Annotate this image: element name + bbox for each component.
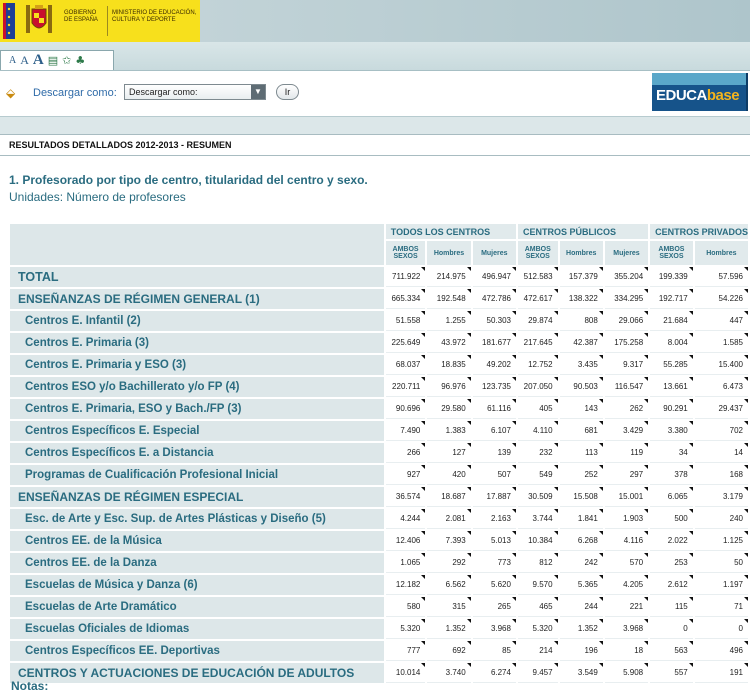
table-cell[interactable]: 123.735 (473, 377, 516, 397)
table-cell[interactable]: 18 (605, 641, 648, 661)
table-cell[interactable]: 9.317 (605, 355, 648, 375)
table-cell[interactable]: 18.835 (427, 355, 470, 375)
table-cell[interactable]: 127 (427, 443, 470, 463)
table-cell[interactable]: 777 (386, 641, 426, 661)
table-cell[interactable]: 217.645 (518, 333, 558, 353)
table-row (10, 663, 748, 683)
table-cell[interactable]: 2.163 (473, 509, 516, 529)
row-label[interactable]: Centros E. Primaria (3) (10, 333, 384, 353)
table-cell[interactable]: 232 (518, 443, 558, 463)
table-row (10, 575, 748, 595)
row-label[interactable]: Centros ESO y/o Bachillerato y/o FP (4) (10, 377, 384, 397)
table-cell[interactable]: 6.065 (650, 487, 693, 507)
table-cell[interactable]: 116.547 (605, 377, 648, 397)
table-cell[interactable]: 378 (650, 465, 693, 485)
star-icon[interactable]: ✩ (62, 54, 72, 67)
table-row (10, 509, 748, 529)
table-cell[interactable]: 253 (650, 553, 693, 573)
table-cell[interactable]: 9.457 (518, 663, 558, 683)
table-cell[interactable]: 3.435 (560, 355, 603, 375)
table-cell[interactable]: 262 (605, 399, 648, 419)
table-cell[interactable]: 29.437 (695, 399, 748, 419)
font-size-small-button[interactable]: A (9, 55, 17, 66)
table-cell[interactable]: 3.380 (650, 421, 693, 441)
table-cell[interactable]: 175.258 (605, 333, 648, 353)
table-cell[interactable]: 1.383 (427, 421, 470, 441)
coat-of-arms-icon (22, 3, 56, 37)
table-cell[interactable]: 681 (560, 421, 603, 441)
table-cell[interactable]: 192.717 (650, 289, 693, 309)
table-cell[interactable]: 6.107 (473, 421, 516, 441)
table-row (10, 465, 748, 485)
page-title: RESULTADOS DETALLADOS 2012-2013 - RESUMEN (9, 140, 232, 150)
table-cell[interactable]: 6.562 (427, 575, 470, 595)
row-label[interactable]: Centros EE. de la Música (10, 531, 384, 551)
table-cell[interactable]: 4.244 (386, 509, 426, 529)
table-cell[interactable]: 5.320 (386, 619, 426, 639)
table-cell[interactable]: 1.065 (386, 553, 426, 573)
table-row (10, 377, 748, 397)
table-cell[interactable]: 15.400 (695, 355, 748, 375)
table-cell[interactable]: 139 (473, 443, 516, 463)
table-cell[interactable]: 5.908 (605, 663, 648, 683)
table-cell[interactable]: 3.744 (518, 509, 558, 529)
table-cell[interactable]: 214 (518, 641, 558, 661)
table-cell[interactable]: 17.887 (473, 487, 516, 507)
table-cell[interactable]: 563 (650, 641, 693, 661)
accessibility-toolbox (0, 50, 114, 70)
table-cell[interactable]: 196 (560, 641, 603, 661)
table-cell[interactable]: 12.182 (386, 575, 426, 595)
table-cell[interactable]: 10.384 (518, 531, 558, 551)
table-cell[interactable]: 1.841 (560, 509, 603, 529)
table-cell[interactable]: 29.874 (518, 311, 558, 331)
table-cell[interactable]: 55.285 (650, 355, 693, 375)
table-cell[interactable]: 292 (427, 553, 470, 573)
table-cell[interactable]: 1.352 (427, 619, 470, 639)
download-label: Descargar como: (33, 87, 117, 99)
table-cell[interactable]: 472.617 (518, 289, 558, 309)
table-cell[interactable]: 214.975 (427, 267, 470, 287)
column-group-header: CENTROS PÚBLICOS (518, 224, 648, 239)
table-cell[interactable]: 496.947 (473, 267, 516, 287)
table-cell[interactable]: 18.687 (427, 487, 470, 507)
print-icon[interactable]: ▤ (47, 54, 59, 67)
download-format-select[interactable] (124, 84, 266, 100)
table-cell[interactable]: 8.004 (650, 333, 693, 353)
download-select-value: Descargar como: (129, 87, 198, 97)
font-size-large-button[interactable]: A (32, 52, 44, 68)
table-cell[interactable]: 1.255 (427, 311, 470, 331)
table-cell[interactable]: 138.322 (560, 289, 603, 309)
page-title-bar (0, 134, 750, 156)
table-cell[interactable]: 420 (427, 465, 470, 485)
table-cell[interactable]: 90.696 (386, 399, 426, 419)
go-button[interactable]: Ir (276, 84, 299, 100)
educabase-logo-band (652, 73, 746, 85)
row-label[interactable]: ENSEÑANZAS DE RÉGIMEN ESPECIAL (10, 487, 384, 507)
table-cell[interactable]: 13.661 (650, 377, 693, 397)
table-cell[interactable]: 4.110 (518, 421, 558, 441)
table-cell[interactable]: 244 (560, 597, 603, 617)
table-cell[interactable]: 85 (473, 641, 516, 661)
table-cell[interactable]: 15.001 (605, 487, 648, 507)
table-cell[interactable]: 3.740 (427, 663, 470, 683)
table-cell[interactable]: 14 (695, 443, 748, 463)
table-cell[interactable]: 252 (560, 465, 603, 485)
table-cell[interactable]: 711.922 (386, 267, 426, 287)
row-label[interactable]: ENSEÑANZAS DE RÉGIMEN GENERAL (1) (10, 289, 384, 309)
table-cell[interactable]: 34 (650, 443, 693, 463)
table-cell[interactable]: 266 (386, 443, 426, 463)
column-subheader: Mujeres (473, 241, 516, 265)
table-cell[interactable]: 168 (695, 465, 748, 485)
table-cell[interactable]: 334.295 (605, 289, 648, 309)
top-banner (0, 0, 750, 42)
table-cell[interactable]: 113 (560, 443, 603, 463)
table-cell[interactable]: 6.268 (560, 531, 603, 551)
row-label[interactable]: Centros Específicos E. a Distancia (10, 443, 384, 463)
column-subheader: Hombres (427, 241, 470, 265)
table-cell[interactable]: 115 (650, 597, 693, 617)
table-cell[interactable]: 4.205 (605, 575, 648, 595)
download-icon: ⬙ (6, 86, 16, 100)
table-cell[interactable]: 500 (650, 509, 693, 529)
table-cell[interactable]: 812 (518, 553, 558, 573)
table-cell[interactable]: 30.509 (518, 487, 558, 507)
table-cell[interactable]: 29.066 (605, 311, 648, 331)
column-subheader: Mujeres (605, 241, 648, 265)
table-cell[interactable]: 3.429 (605, 421, 648, 441)
table-row (10, 619, 748, 639)
table-cell[interactable]: 143 (560, 399, 603, 419)
results-table (8, 222, 750, 685)
table-row (10, 311, 748, 331)
row-label[interactable]: Centros Específicos E. Especial (10, 421, 384, 441)
table-cell[interactable]: 1.197 (695, 575, 748, 595)
table-cell[interactable]: 0 (695, 619, 748, 639)
row-label[interactable]: TOTAL (10, 267, 384, 287)
government-logo[interactable] (0, 0, 200, 42)
column-subheader: AMBOS SEXOS (518, 241, 558, 265)
table-cell[interactable]: 50 (695, 553, 748, 573)
table-cell[interactable]: 42.387 (560, 333, 603, 353)
table-cell[interactable]: 265 (473, 597, 516, 617)
table-cell[interactable]: 199.339 (650, 267, 693, 287)
table-cell[interactable]: 580 (386, 597, 426, 617)
column-subheader: Hombres (695, 241, 748, 265)
table-cell[interactable]: 7.490 (386, 421, 426, 441)
gov-name: GOBIERNO DE ESPAÑA (64, 10, 98, 23)
row-label[interactable]: Centros E. Primaria, ESO y Bach./FP (3) (10, 399, 384, 419)
table-row (10, 399, 748, 419)
table-cell[interactable]: 692 (427, 641, 470, 661)
table-cell[interactable]: 21.684 (650, 311, 693, 331)
table-cell[interactable]: 773 (473, 553, 516, 573)
table-cell[interactable]: 50.303 (473, 311, 516, 331)
table-cell[interactable]: 1.903 (605, 509, 648, 529)
row-label[interactable]: Escuelas Oficiales de Idiomas (10, 619, 384, 639)
table-cell[interactable]: 808 (560, 311, 603, 331)
table-cell[interactable]: 496 (695, 641, 748, 661)
header-corner (10, 224, 384, 265)
table-row (10, 641, 748, 661)
spacer-band (0, 116, 750, 135)
row-label[interactable]: Centros E. Infantil (2) (10, 311, 384, 331)
column-subheader: Hombres (560, 241, 603, 265)
table-cell[interactable]: 465 (518, 597, 558, 617)
table-cell[interactable]: 3.179 (695, 487, 748, 507)
row-label[interactable]: Escuelas de Música y Danza (6) (10, 575, 384, 595)
table-cell[interactable]: 6.473 (695, 377, 748, 397)
table-cell[interactable]: 355.204 (605, 267, 648, 287)
table-cell[interactable]: 570 (605, 553, 648, 573)
row-label[interactable]: Programas de Cualificación Profesional Inicial (10, 465, 384, 485)
table-cell[interactable]: 225.649 (386, 333, 426, 353)
table-cell[interactable]: 57.596 (695, 267, 748, 287)
table-cell[interactable]: 1.352 (560, 619, 603, 639)
table-cell[interactable]: 68.037 (386, 355, 426, 375)
table-cell[interactable]: 29.580 (427, 399, 470, 419)
table-row (10, 333, 748, 353)
table-cell[interactable]: 90.503 (560, 377, 603, 397)
table-cell[interactable]: 5.365 (560, 575, 603, 595)
row-label[interactable]: Esc. de Arte y Esc. Sup. de Artes Plásticas y Diseño (5) (10, 509, 384, 529)
chevron-down-icon[interactable]: ▼ (251, 85, 265, 99)
table-cell[interactable]: 49.202 (473, 355, 516, 375)
table-row (10, 267, 748, 287)
table-cell[interactable]: 2.612 (650, 575, 693, 595)
table-cell[interactable]: 71 (695, 597, 748, 617)
table-cell[interactable]: 5.013 (473, 531, 516, 551)
table-cell[interactable]: 2.081 (427, 509, 470, 529)
table-cell[interactable]: 1.125 (695, 531, 748, 551)
table-cell[interactable]: 6.274 (473, 663, 516, 683)
table-cell[interactable]: 447 (695, 311, 748, 331)
table-cell[interactable]: 12.752 (518, 355, 558, 375)
section-units: Unidades: Número de profesores (9, 190, 186, 204)
table-cell[interactable]: 472.786 (473, 289, 516, 309)
table-cell[interactable]: 9.570 (518, 575, 558, 595)
table-cell[interactable]: 315 (427, 597, 470, 617)
table-row (10, 487, 748, 507)
table-cell[interactable]: 5.620 (473, 575, 516, 595)
educabase-logo-text: EDUCAbase (656, 87, 740, 104)
column-subheader: AMBOS SEXOS (650, 241, 693, 265)
row-label[interactable]: Centros Específicos EE. Deportivas (10, 641, 384, 661)
table-cell[interactable]: 181.677 (473, 333, 516, 353)
row-label[interactable]: Centros E. Primaria y ESO (3) (10, 355, 384, 375)
table-cell[interactable]: 0 (650, 619, 693, 639)
table-row (10, 289, 748, 309)
table-cell[interactable]: 507 (473, 465, 516, 485)
table-cell[interactable]: 5.320 (518, 619, 558, 639)
table-row (10, 421, 748, 441)
table-cell[interactable]: 7.393 (427, 531, 470, 551)
table-cell[interactable]: 157.379 (560, 267, 603, 287)
table-group-header-row (10, 224, 748, 239)
table-cell[interactable]: 10.014 (386, 663, 426, 683)
eu-flag-icon (3, 3, 15, 39)
sitemap-icon[interactable]: ♣ (75, 54, 86, 67)
column-group-header: TODOS LOS CENTROS (386, 224, 516, 239)
educabase-logo[interactable] (652, 73, 748, 111)
font-size-medium-button[interactable]: A (20, 53, 29, 67)
table-cell[interactable]: 207.050 (518, 377, 558, 397)
table-row (10, 553, 748, 573)
table-cell[interactable]: 665.334 (386, 289, 426, 309)
table-cell[interactable]: 557 (650, 663, 693, 683)
table-cell[interactable]: 191 (695, 663, 748, 683)
notes-label: Notas: (11, 679, 49, 693)
table-cell[interactable]: 43.972 (427, 333, 470, 353)
table-cell[interactable]: 90.291 (650, 399, 693, 419)
table-cell[interactable]: 3.968 (605, 619, 648, 639)
gov-divider (107, 6, 108, 36)
section-title: 1. Profesorado por tipo de centro, titularidad del centro y sexo. (9, 173, 368, 187)
table-cell[interactable]: 12.406 (386, 531, 426, 551)
table-cell[interactable]: 3.968 (473, 619, 516, 639)
table-cell[interactable]: 2.022 (650, 531, 693, 551)
column-subheader: AMBOS SEXOS (386, 241, 426, 265)
table-cell[interactable]: 927 (386, 465, 426, 485)
table-cell[interactable]: 36.574 (386, 487, 426, 507)
table-cell[interactable]: 4.116 (605, 531, 648, 551)
table-cell[interactable]: 702 (695, 421, 748, 441)
table-cell[interactable]: 405 (518, 399, 558, 419)
table-row (10, 597, 748, 617)
table-cell[interactable]: 297 (605, 465, 648, 485)
row-label[interactable]: Escuelas de Arte Dramático (10, 597, 384, 617)
column-group-header: CENTROS PRIVADOS (650, 224, 748, 239)
table-cell[interactable]: 240 (695, 509, 748, 529)
table-row (10, 355, 748, 375)
table-cell[interactable]: 61.116 (473, 399, 516, 419)
table-cell[interactable]: 512.583 (518, 267, 558, 287)
table-cell[interactable]: 54.226 (695, 289, 748, 309)
table-cell[interactable]: 96.976 (427, 377, 470, 397)
table-cell[interactable]: 242 (560, 553, 603, 573)
table-cell[interactable]: 15.508 (560, 487, 603, 507)
table-row (10, 443, 748, 463)
table-cell[interactable]: 3.549 (560, 663, 603, 683)
ministry-name: MINISTERIO DE EDUCACIÓN, CULTURA Y DEPORTE (112, 10, 197, 23)
table-row (10, 531, 748, 551)
row-label[interactable]: Centros EE. de la Danza (10, 553, 384, 573)
table-cell[interactable]: 51.558 (386, 311, 426, 331)
table-cell[interactable]: 221 (605, 597, 648, 617)
row-label[interactable]: CENTROS Y ACTUACIONES DE EDUCACIÓN DE ADULTOS (10, 663, 384, 683)
table-cell[interactable]: 192.548 (427, 289, 470, 309)
table-cell[interactable]: 220.711 (386, 377, 426, 397)
table-cell[interactable]: 1.585 (695, 333, 748, 353)
table-cell[interactable]: 119 (605, 443, 648, 463)
table-cell[interactable]: 549 (518, 465, 558, 485)
